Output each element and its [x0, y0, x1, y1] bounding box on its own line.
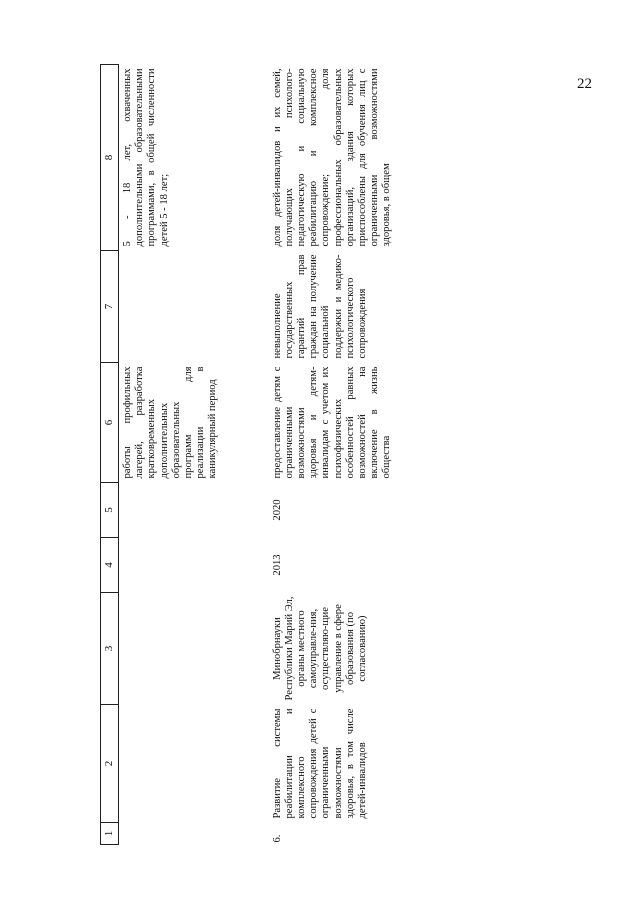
end-year	[119, 483, 269, 538]
indicator: 5 - 18 лет, охваченных дополнительными образовательными программами, в общей численности детей 5 - 18 лет;	[122, 68, 170, 247]
end-year: 2020	[271, 499, 283, 521]
expected-result: предоставление детям с ограниченными возможностями здоровья и детям-инвалидам с учетом их психофизических особенностей равных возможностей на включение в жизнь общества	[271, 366, 393, 479]
table-row	[269, 65, 394, 845]
page-number: 22	[577, 76, 592, 92]
col-header-8: 8	[101, 65, 119, 251]
header-row	[101, 65, 119, 845]
measure-name: Развитие системы реабилитации и комплексного сопровождения детей с ограниченными возможностями здоровья, в том числе детей-инвалидов	[271, 708, 368, 819]
col-header-4: 4	[101, 538, 119, 593]
consequences	[119, 251, 269, 363]
start-year	[119, 538, 269, 593]
col-header-2: 2	[101, 705, 119, 823]
row-number	[119, 823, 269, 845]
col-header-1: 1	[101, 823, 119, 845]
consequences: невыполнение государственных гарантий прав граждан на получение социальной поддержки и медико-психологического сопровождения	[271, 254, 368, 359]
measure-name	[119, 705, 269, 823]
col-header-5: 5	[101, 483, 119, 538]
col-header-7: 7	[101, 251, 119, 363]
rotated-table-sheet	[100, 65, 570, 845]
expected-result: работы профильных лагерей, разработка кратковременных дополнительных образовательных программ для реализации в каникулярный период	[122, 366, 219, 479]
responsible: Минобрнауки Республики Марий Эл, органы местного самоуправле-ния, осуществляю-щие управление в сфере образования (по согласованию)	[271, 596, 368, 701]
start-year: 2013	[271, 554, 283, 576]
col-header-3: 3	[101, 593, 119, 705]
plan-table	[100, 64, 394, 845]
col-header-6: 6	[101, 363, 119, 483]
responsible	[119, 593, 269, 705]
table-row	[119, 65, 269, 845]
indicator: доля детей-инвалидов и их семей, получающих психолого-педагогическую и социальную реабилитацию и комплексное сопровождение; доля профессиональных образовательных организаций, здания которых приспособлены для обучения лиц с ограниченными возможностями здоровья, в общем	[271, 68, 393, 247]
row-number: 6.	[271, 834, 283, 843]
